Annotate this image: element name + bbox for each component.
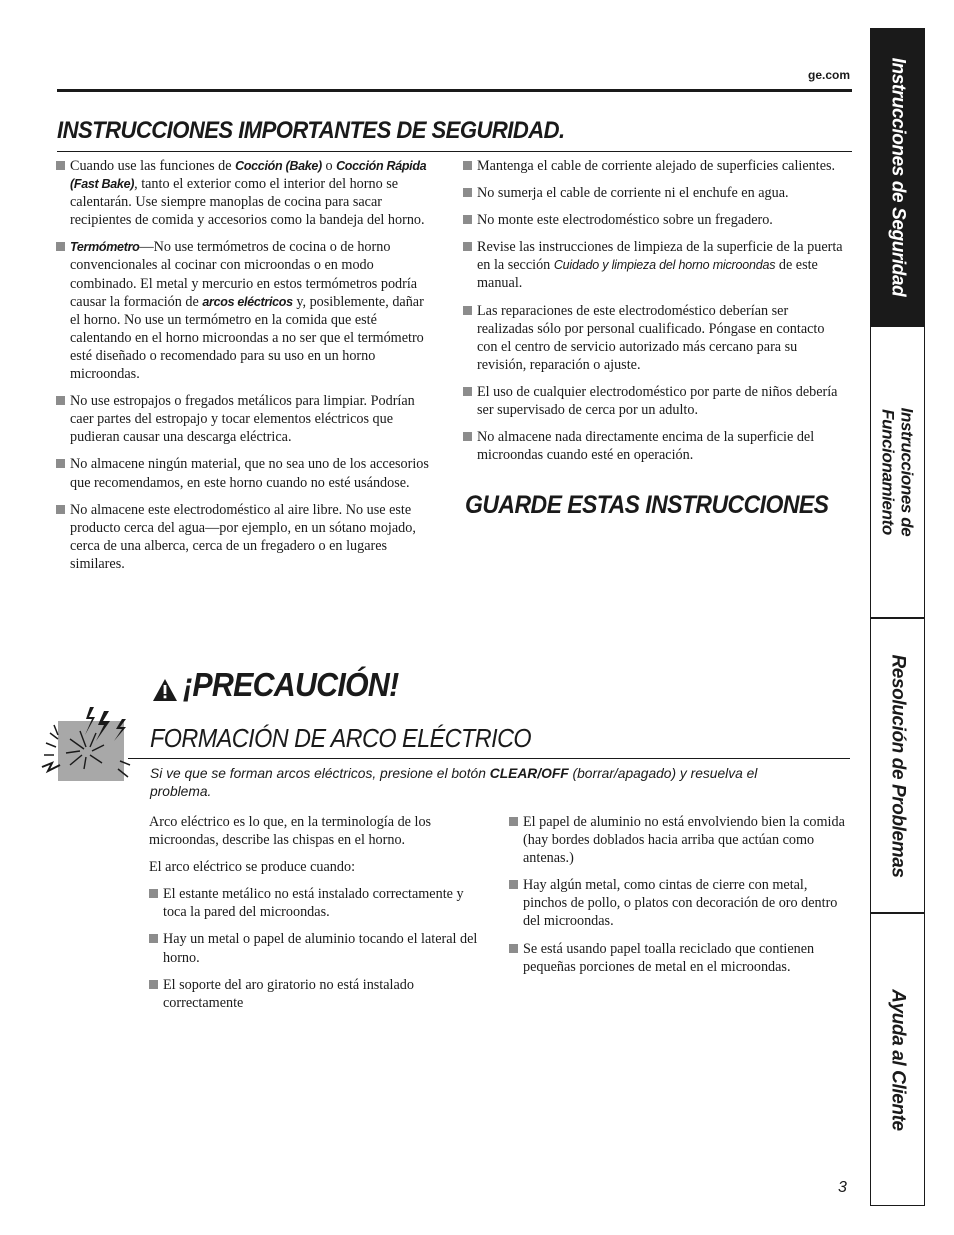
bullet-square-icon xyxy=(56,459,65,468)
caution-subtitle: FORMACIÓN DE ARCO ELÉCTRICO xyxy=(150,723,532,753)
bullet-square-icon xyxy=(149,889,158,898)
bullet-square-icon xyxy=(509,880,518,889)
tab-safety-instructions[interactable] xyxy=(870,28,925,326)
bullet-square-icon xyxy=(463,306,472,315)
tab-label xyxy=(879,408,917,537)
bullet-square-icon xyxy=(463,242,472,251)
list-item xyxy=(149,930,479,966)
tab-troubleshooting[interactable] xyxy=(870,618,925,913)
bullet-square-icon xyxy=(56,242,65,251)
text-run: No monte este electrodoméstico sobre un fregadero. xyxy=(477,212,773,229)
list-item xyxy=(149,976,479,1012)
tab-label-line: Instrucciones de xyxy=(897,407,917,537)
tab-label xyxy=(888,654,908,877)
list-item xyxy=(463,211,848,229)
text-run: No almacene este electrodoméstico al aire libre. No use este producto cerca del agua—por ejemplo, en un sótano mojado, cerca de una alberca, cerca de un fregadero o en lugares similares. xyxy=(70,501,416,572)
safety-list-left xyxy=(56,157,436,582)
list-item xyxy=(509,813,854,867)
text-run: Mantenga el cable de corriente alejado de superficies calientes. xyxy=(477,158,836,174)
list-item xyxy=(463,383,848,419)
text-run: —No use termómetros de cocina o de horno convencionales al cocinar con microondas o en modo combinado. El metal y mercurio en estos termómetros podría causar la formación de xyxy=(70,239,418,310)
text-run: No use estropajos o fregados metálicos para limpiar. Podrían caer partes del estropajo y tocar elementos eléctricos que pudieran causar una descarga eléctrica. xyxy=(70,393,415,446)
list-item xyxy=(56,501,436,573)
list-item xyxy=(463,184,848,202)
text-run: Cuando use las funciones de xyxy=(70,158,236,174)
text-run: de este manual. xyxy=(477,257,818,292)
text-run: o xyxy=(321,158,337,174)
text-run: Cocción Rápida (Fast Bake) xyxy=(70,159,427,192)
bullet-square-icon xyxy=(463,188,472,197)
caution-rule xyxy=(128,758,850,759)
header-rule xyxy=(57,89,852,92)
tab-label-line: Funcionamiento xyxy=(878,409,898,535)
caution-instruction xyxy=(150,765,800,801)
text-run: Las reparaciones de este electrodoméstico deberían ser realizadas sólo por personal cualificado. Póngase en contacto con el centro de servicio autorizado más cercano para su revisión, reparación o ajuste. xyxy=(477,302,825,373)
list-item-text: Hay algún metal, como cintas de cierre con metal, pinchos de pollo, o platos con decoración de oro dentro del microondas. xyxy=(523,877,838,930)
tab-operating-instructions[interactable] xyxy=(870,326,925,618)
list-item xyxy=(56,157,436,229)
tab-customer-help[interactable] xyxy=(870,913,925,1206)
text-run: y, posiblemente, dañar el horno. No use un termómetro en la comida que esté calentando en el horno microondas a no ser que el termómetro esté diseñado o recomendado para su uso en un horno microondas. xyxy=(70,293,424,383)
text-run: El uso de cualquier electrodoméstico por parte de niños debería ser supervisado de cerca por un adulto. xyxy=(477,383,838,419)
text-run: Cocción (Bake) xyxy=(235,159,322,173)
page-number: 3 xyxy=(838,1179,847,1196)
safety-list-right xyxy=(463,157,848,473)
page-title: INSTRUCCIONES IMPORTANTES DE SEGURIDAD. xyxy=(57,117,565,144)
tab-label-line: Instrucciones de Seguridad xyxy=(887,57,909,297)
bullet-square-icon xyxy=(509,944,518,953)
list-item xyxy=(463,428,848,464)
tab-label xyxy=(888,989,908,1130)
arcing-causes-intro: El arco eléctrico se produce cuando: xyxy=(149,859,356,876)
tab-label-line: Resolución de Problemas xyxy=(887,653,909,878)
site-url[interactable]: ge.com xyxy=(807,68,850,82)
list-item-text: Hay un metal o papel de aluminio tocando el lateral del horno. xyxy=(163,931,478,966)
tab-label xyxy=(888,58,908,297)
list-item xyxy=(56,392,436,446)
arcing-left-column xyxy=(149,813,479,1021)
tab-label-line: Ayuda al Cliente xyxy=(887,988,909,1131)
text-run: Termómetro xyxy=(70,240,140,255)
text-run: No almacene ningún material, que no sea uno de los accesorios que recomendamos, en este horno cuando no esté usándose. xyxy=(70,456,429,491)
list-item xyxy=(509,876,854,930)
list-item xyxy=(463,238,848,292)
list-item xyxy=(509,940,854,976)
bullet-square-icon xyxy=(463,161,472,170)
text-run: Revise las instrucciones de limpieza de la superficie de la puerta en la sección xyxy=(477,239,843,274)
bullet-square-icon xyxy=(149,934,158,943)
bullet-square-icon xyxy=(463,215,472,224)
caution-title: ¡PRECAUCIÓN! xyxy=(183,666,399,703)
electric-arc-icon xyxy=(40,705,132,783)
text-run: No sumerja el cable de corriente ni el enchufe en agua. xyxy=(477,185,789,202)
arcing-right-column xyxy=(509,813,854,985)
text-run: No almacene nada directamente encima de la superficie del microondas cuando esté en operación. xyxy=(477,429,815,464)
list-item xyxy=(56,455,436,491)
list-item-text: El soporte del aro giratorio no está instalado correctamente xyxy=(163,976,414,1011)
bullet-square-icon xyxy=(56,396,65,405)
text-run: (borrar/apagado) y resuelva el problema. xyxy=(150,766,758,799)
list-item xyxy=(56,238,436,383)
list-item-text: Se está usando papel toalla reciclado que contienen pequeñas porciones de metal en el microondas. xyxy=(523,940,815,975)
text-run: , tanto el exterior como el interior del horno se calentarán. Use siempre manoplas de cocina para sacar recipientes de comida y accesorios como la bandeja del horno. xyxy=(70,176,425,229)
list-item xyxy=(149,885,479,921)
text-run: arcos eléctricos xyxy=(202,294,293,309)
bullet-square-icon xyxy=(463,387,472,396)
bullet-square-icon xyxy=(149,980,158,989)
text-run: Si ve que se forman arcos eléctricos, presione el botón xyxy=(150,766,490,781)
text-run: CLEAR/OFF xyxy=(489,766,569,781)
list-item-text: El papel de aluminio no está envolviendo bien la comida (hay bordes doblados hacia arriba que actúan como antenas.) xyxy=(523,814,845,867)
list-item xyxy=(463,157,848,175)
warning-triangle-icon xyxy=(152,678,178,702)
arcing-causes-left xyxy=(149,885,479,1012)
bullet-square-icon xyxy=(56,161,65,170)
text-run: Cuidado y limpieza del horno microondas xyxy=(553,258,776,273)
save-instructions-heading: GUARDE ESTAS INSTRUCCIONES xyxy=(465,491,829,519)
title-rule xyxy=(57,151,852,152)
list-item-text: El estante metálico no está instalado correctamente y toca la pared del microondas. xyxy=(163,886,464,921)
bullet-square-icon xyxy=(509,817,518,826)
list-item xyxy=(463,302,848,374)
bullet-square-icon xyxy=(463,432,472,441)
bullet-square-icon xyxy=(56,505,65,514)
arcing-definition: Arco eléctrico es lo que, en la terminología de los microondas, describe las chispas en el horno. xyxy=(149,814,432,849)
